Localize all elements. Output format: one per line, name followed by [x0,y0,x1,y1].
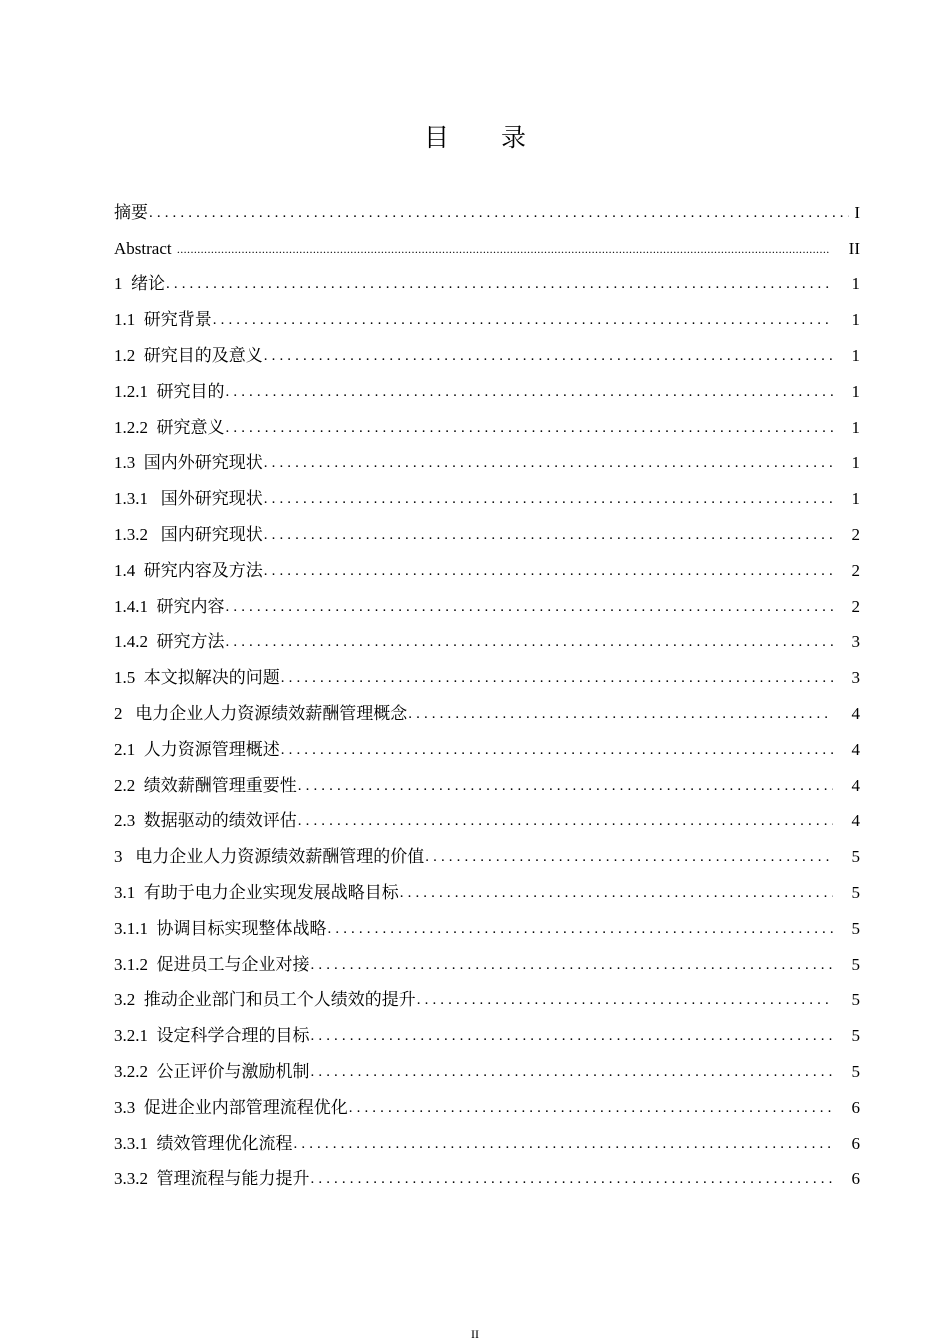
toc-leader-dots [226,632,834,652]
toc-entry-page: 5 [851,918,860,938]
toc-leader-dots [264,525,833,545]
toc-entry-2-2[interactable] [114,768,860,804]
toc-entry-page: 6 [851,1097,860,1117]
toc-leader-dots [408,704,833,724]
toc-entry-label: 3.3.2 管理流程与能力提升 [114,1169,310,1189]
toc-entry-label: 1.4 研究内容及方法 [114,560,263,580]
toc-entry-3-1-2[interactable] [114,947,860,983]
toc-entry-page: 5 [851,990,860,1010]
toc-entry-page: 1 [851,310,860,330]
toc-entry-3-1[interactable] [114,875,860,911]
toc-entry-1-2-2[interactable] [114,410,860,446]
toc-entry-page: 6 [851,1133,860,1153]
toc-entry-2-1[interactable] [114,732,860,768]
toc-entry-label: 1.3.1 国外研究现状 [114,489,263,509]
toc-leader-dots [328,919,834,939]
toc-entry-3-3-1[interactable] [114,1126,860,1162]
toc-entry-3-2-2[interactable] [114,1054,860,1090]
toc-entry-1-1[interactable] [114,302,860,338]
toc-entry-page: 1 [851,489,860,509]
toc-entry-page: 4 [851,811,860,831]
toc-entry-1-4-1[interactable] [114,589,860,625]
toc-entry-1-4[interactable] [114,553,860,589]
toc-entry-label: 3.3.1 绩效管理优化流程 [114,1133,293,1153]
toc-entry-page: 2 [851,596,860,616]
table-of-contents [114,195,860,1197]
toc-entry-label: 1.4.2 研究方法 [114,632,225,652]
toc-entry-3-3[interactable] [114,1090,860,1126]
toc-entry-page: 5 [851,847,860,867]
toc-entry-chapter-3[interactable] [114,839,860,875]
toc-leader-dots [417,990,833,1010]
toc-entry-1-3-2[interactable] [114,517,860,553]
toc-entry-page: 4 [851,739,860,759]
toc-entry-label: 3.2.1 设定科学合理的目标 [114,1026,310,1046]
toc-leader-dots [149,203,849,223]
toc-entry-label: 2 电力企业人力资源绩效薪酬管理概念 [114,704,408,724]
toc-entry-3-1-1[interactable] [114,911,860,947]
toc-entry-page: 1 [851,417,860,437]
toc-entry-page: 5 [851,954,860,974]
toc-entry-3-2[interactable] [114,983,860,1019]
toc-entry-page: 1 [851,274,860,294]
toc-leader-dots [177,239,844,259]
toc-entry-page: 5 [851,883,860,903]
toc-leader-dots [298,811,833,831]
toc-entry-page: I [854,202,860,222]
toc-entry-label: 3.1 有助于电力企业实现发展战略目标 [114,883,399,903]
toc-entry-label: 1.5 本文拟解决的问题 [114,668,280,688]
toc-entry-page: 5 [851,1026,860,1046]
toc-leader-dots [213,310,833,330]
toc-entry-label: 2.2 绩效薪酬管理重要性 [114,775,297,795]
toc-entry-1-2[interactable] [114,338,860,374]
toc-leader-dots [294,1134,834,1154]
toc-entry-page: 2 [851,560,860,580]
toc-leader-dots [311,1169,834,1189]
toc-entry-label: 3.1.2 促进员工与企业对接 [114,954,310,974]
toc-leader-dots [264,561,833,581]
toc-entry-label: 1.2.1 研究目的 [114,381,225,401]
toc-entry-1-2-1[interactable] [114,374,860,410]
toc-entry-3-3-2[interactable] [114,1162,860,1198]
toc-entry-label: 3.2.2 公正评价与激励机制 [114,1062,310,1082]
toc-entry-label: Abstract [114,238,176,258]
toc-entry-label: 3.3 促进企业内部管理流程优化 [114,1097,348,1117]
toc-leader-dots [264,489,833,509]
toc-leader-dots [226,418,834,438]
toc-entry-label: 3.1.1 协调目标实现整体战略 [114,918,327,938]
toc-leader-dots [226,382,834,402]
toc-entry-label: 3.2 推动企业部门和员工个人绩效的提升 [114,990,416,1010]
toc-entry-page: 4 [851,775,860,795]
toc-entry-label: 摘要 [114,202,148,222]
toc-leader-dots [425,847,833,867]
toc-entry-2-3[interactable] [114,804,860,840]
toc-leader-dots [264,453,833,473]
toc-entry-page: 1 [851,453,860,473]
toc-entry-label: 1.1 研究背景 [114,310,212,330]
toc-entry-label: 1.2.2 研究意义 [114,417,225,437]
toc-entry-page: 3 [851,632,860,652]
toc-entry-1-4-2[interactable] [114,625,860,661]
toc-entry-page: 6 [851,1169,860,1189]
toc-entry-page: 1 [851,381,860,401]
toc-entry-page: II [848,238,860,258]
toc-leader-dots [264,346,833,366]
toc-entry-3-2-1[interactable] [114,1018,860,1054]
toc-entry-abstract-en[interactable] [114,231,860,267]
toc-entry-1-3-1[interactable] [114,481,860,517]
toc-leader-dots [311,1062,834,1082]
toc-entry-label: 1.4.1 研究内容 [114,596,225,616]
toc-entry-page: 1 [851,346,860,366]
toc-entry-page: 2 [851,525,860,545]
toc-leader-dots [298,776,833,796]
toc-entry-1-3[interactable] [114,446,860,482]
toc-entry-label: 2.3 数据驱动的绩效评估 [114,811,297,831]
toc-leader-dots [349,1098,833,1118]
toc-leader-dots [400,883,833,903]
toc-entry-label: 2.1 人力资源管理概述 [114,739,280,759]
toc-entry-label: 1 绪论 [114,274,165,294]
page-title: 目 录 [424,123,548,152]
toc-entry-label: 3 电力企业人力资源绩效薪酬管理的价值 [114,847,425,867]
toc-entry-chapter-2[interactable] [114,696,860,732]
toc-entry-chapter-1[interactable] [114,267,860,303]
toc-leader-dots [226,597,834,617]
toc-entry-page: 4 [851,704,860,724]
footer-page-number: II [471,1327,479,1341]
toc-entry-page: 3 [851,668,860,688]
toc-leader-dots [311,1026,834,1046]
toc-leader-dots [311,955,834,975]
toc-leader-dots [166,274,833,294]
toc-leader-dots [281,668,833,688]
toc-entry-label: 1.3 国内外研究现状 [114,453,263,473]
toc-entry-label: 1.3.2 国内研究现状 [114,525,263,545]
toc-leader-dots [281,740,833,760]
toc-entry-label: 1.2 研究目的及意义 [114,346,263,366]
toc-entry-1-5[interactable] [114,660,860,696]
toc-entry-abstract-cn[interactable] [114,195,860,231]
toc-entry-page: 5 [851,1062,860,1082]
